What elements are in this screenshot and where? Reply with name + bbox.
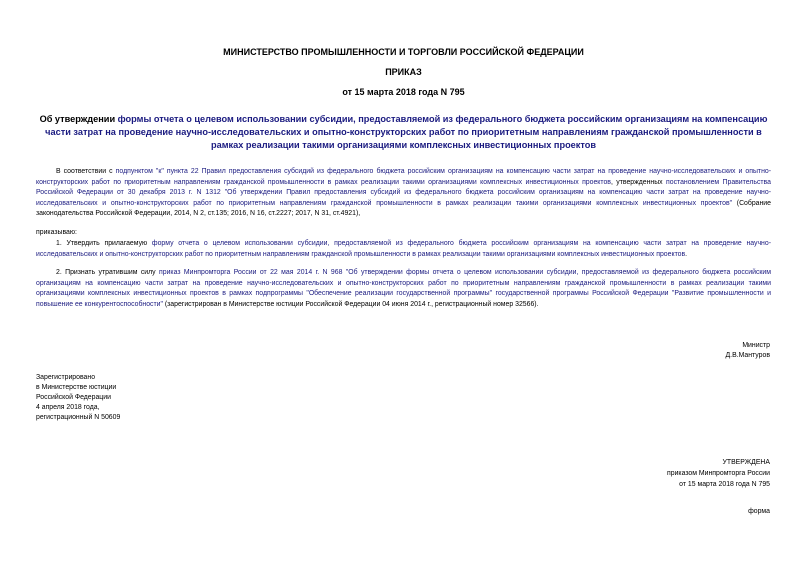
signature-name: Д.В.Мантуров: [725, 352, 770, 359]
signature-position: Министр: [742, 342, 770, 349]
approved-line-3: от 15 марта 2018 года N 795: [679, 481, 770, 488]
registration-line-5: регистрационный N 50609: [36, 414, 121, 421]
item-2-end: (зарегистрирован в Министерстве юстиции Российской Федерации 04 июня 2014 г., регистрационный номер 32566).: [162, 300, 539, 308]
registration-line-4: 4 апреля 2018 года,: [36, 404, 100, 411]
form-label: форма: [748, 508, 770, 515]
approved-line-2: приказом Минпромторга России: [667, 470, 770, 477]
approved-line-1: УТВЕРЖДЕНА: [722, 459, 770, 466]
registration-block: [36, 373, 120, 423]
item-1-paragraph: [36, 239, 771, 260]
preamble-text-2: , утвержденных: [610, 178, 666, 186]
item-2-order-link[interactable]: приказ Минпромторга России от 22 мая 2014 г. N 968 "Об утверждении формы отчета о целевом использовании субсидии, предоставляемой из федерального бюджета российским организациям на компенсацию части затрат на проведение научно-исследовательских и опытно-конструкторских работ по приоритетным направлениям гражданской промышленности в рамках реализации такими организациями комплексных инвестиционных проектов в рамках подпрограммы "Обеспечение реализации государственной программы" государственной программы Российской Федерации "Развитие промышленности и повышение ее конкурентоспособности": [36, 269, 771, 308]
preamble-link-resolution[interactable]: постановлением Правительства Российской Федерации от 30 декабря 2013 г. N 1312 "Об утверждении Правил предоставления субсидий из федерального бюджета российским организациям на компенсацию части затрат на проведение научно-исследовательских и опытно-конструкторских работ по приоритетным направлениям гражданской промышленности в рамках реализации такими организациями комплексных инвестиционных проектов": [36, 178, 771, 207]
doc-type-heading: ПРИКАЗ: [385, 67, 422, 77]
item-2-paragraph: [36, 268, 771, 310]
date-number-heading: от 15 марта 2018 года N 795: [342, 87, 465, 97]
registration-line-2: в Министерстве юстиции: [36, 384, 117, 391]
registration-line-3: Российской Федерации: [36, 394, 111, 401]
item-1-text: 1. Утвердить прилагаемую: [56, 240, 152, 247]
signature-block: [726, 341, 770, 361]
preamble-text-3: (Собрание законодательства Российской Федерации, 2014, N 2, ст.135; 2016, N 16, ст.2227; 2017, N 31, ст.4921),: [36, 199, 771, 217]
preamble-paragraph: [36, 167, 771, 220]
preamble-link-subpoint[interactable]: подпунктом "к" пункта 22 Правил предоставления субсидий из федерального бюджета российским организациям на компенсацию части затрат на проведение научно-исследовательских и опытно-конструкторских работ по приоритетным направлениям гражданской промышленности в рамках реализации такими организациями комплексных инвестиционных проектов: [36, 168, 771, 186]
item-2-text: 2. Признать утратившим силу: [56, 269, 160, 276]
item-1-form-link[interactable]: форму отчета о целевом использовании субсидии, предоставляемой из федерального бюджета российским организациям на компенсацию части затрат на проведение научно-исследовательских и опытно-конструкторских работ по приоритетным направлениям гражданской промышленности в рамках реализации такими организациями комплексных инвестиционных проектов: [36, 240, 771, 258]
item-1-end: .: [685, 250, 688, 258]
order-word: приказываю:: [36, 229, 77, 236]
registration-line-1: Зарегистрировано: [36, 374, 96, 381]
approved-block: [667, 457, 770, 490]
document-title: [36, 113, 771, 152]
preamble-text-1: В соответствии с: [56, 168, 116, 175]
title-prefix: Об утверждении: [39, 114, 118, 124]
ministry-heading: МИНИСТЕРСТВО ПРОМЫШЛЕННОСТИ И ТОРГОВЛИ РОССИЙСКОЙ ФЕДЕРАЦИИ: [223, 47, 584, 57]
title-form-link[interactable]: формы отчета о целевом использовании субсидии, предоставляемой из федерального бюджета российским организациям на компенсацию части затрат на проведение научно-исследовательских и опытно-конструкторских работ по приоритетным направлениям гражданской промышленности в рамках реализации такими организациями комплексных инвестиционных проектов: [45, 114, 768, 150]
